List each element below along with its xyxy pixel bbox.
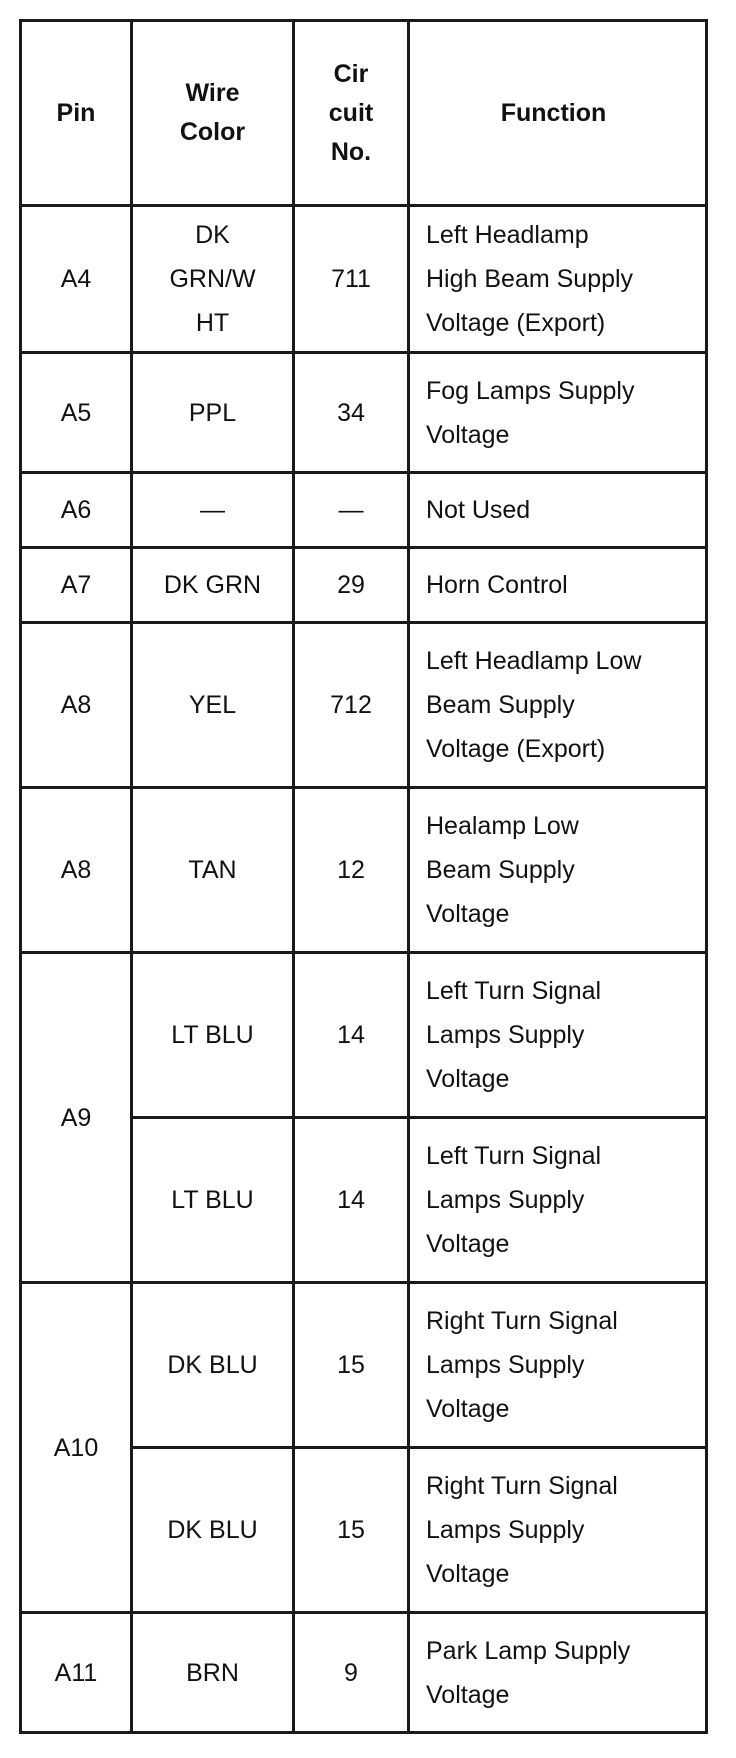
pin-cell: A8 [21, 788, 132, 953]
function-cell: Right Turn Signal Lamps Supply Voltage [409, 1283, 707, 1448]
table-row [21, 353, 707, 473]
table-row [21, 1613, 707, 1733]
wire-color-cell: LT BLU [132, 953, 294, 1118]
pin-cell: A9 [21, 953, 132, 1283]
wire-color-cell: DK GRN [132, 548, 294, 623]
table-row [21, 788, 707, 953]
header-wire-color: Wire Color [132, 21, 294, 206]
circuit-cell: 15 [294, 1283, 409, 1448]
header-circuit-no: Cir cuit No. [294, 21, 409, 206]
function-cell: Left Turn Signal Lamps Supply Voltage [409, 953, 707, 1118]
wire-color-cell: TAN [132, 788, 294, 953]
circuit-cell: 14 [294, 953, 409, 1118]
circuit-cell: 14 [294, 1118, 409, 1283]
function-cell: Left Headlamp High Beam Supply Voltage (Export) [409, 206, 707, 353]
pin-cell: A4 [21, 206, 132, 353]
function-cell: Horn Control [409, 548, 707, 623]
circuit-cell: 711 [294, 206, 409, 353]
table-row [21, 1283, 707, 1448]
circuit-cell: 34 [294, 353, 409, 473]
circuit-cell: — [294, 473, 409, 548]
table-row [21, 473, 707, 548]
function-cell: Left Turn Signal Lamps Supply Voltage [409, 1118, 707, 1283]
circuit-cell: 12 [294, 788, 409, 953]
circuit-cell: 15 [294, 1448, 409, 1613]
header-function: Function [409, 21, 707, 206]
wire-color-cell: PPL [132, 353, 294, 473]
wire-color-cell: YEL [132, 623, 294, 788]
function-cell: Left Headlamp Low Beam Supply Voltage (Export) [409, 623, 707, 788]
circuit-cell: 712 [294, 623, 409, 788]
header-row [21, 21, 707, 206]
wire-color-cell: BRN [132, 1613, 294, 1733]
table-row [21, 623, 707, 788]
pin-cell: A6 [21, 473, 132, 548]
wire-color-cell: LT BLU [132, 1118, 294, 1283]
wire-color-cell: DK BLU [132, 1283, 294, 1448]
wire-color-cell: DK GRN/W HT [132, 206, 294, 353]
wire-color-cell: — [132, 473, 294, 548]
table-row [21, 548, 707, 623]
table-row [21, 206, 707, 353]
pin-cell: A5 [21, 353, 132, 473]
pin-cell: A10 [21, 1283, 132, 1613]
circuit-cell: 9 [294, 1613, 409, 1733]
function-cell: Right Turn Signal Lamps Supply Voltage [409, 1448, 707, 1613]
connector-pinout-table [19, 19, 708, 1734]
function-cell: Healamp Low Beam Supply Voltage [409, 788, 707, 953]
pin-cell: A8 [21, 623, 132, 788]
function-cell: Park Lamp Supply Voltage [409, 1613, 707, 1733]
circuit-cell: 29 [294, 548, 409, 623]
pin-cell: A11 [21, 1613, 132, 1733]
header-pin: Pin [21, 21, 132, 206]
table-row [21, 953, 707, 1118]
function-cell: Fog Lamps Supply Voltage [409, 353, 707, 473]
pin-cell: A7 [21, 548, 132, 623]
function-cell: Not Used [409, 473, 707, 548]
wire-color-cell: DK BLU [132, 1448, 294, 1613]
